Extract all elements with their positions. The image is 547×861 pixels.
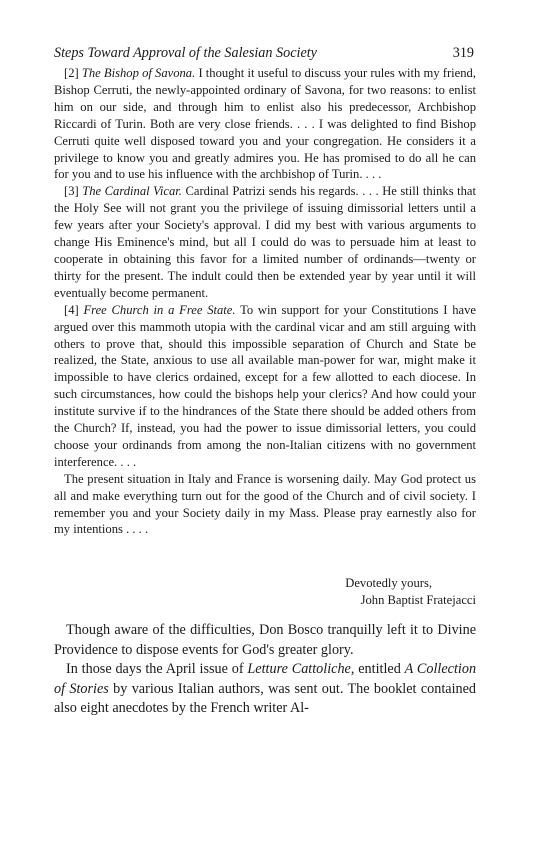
running-title: Steps Toward Approval of the Salesian Society: [54, 45, 317, 61]
paragraph-text: The present situation in Italy and France is worsening daily. May God protect us all and make everything turn out for the good of the Church and of civil society. I remember you and your Society daily in my Mass. Please pray earnestly also for my intentions . . . .: [54, 471, 476, 537]
narrative-text: [54, 621, 476, 719]
page-number: 319: [452, 45, 474, 61]
narrative-paragraph-2: In those days the April issue of Letture Cattoliche, entitled A Collection of Stories by various Italian authors, was sent out. The booklet contained also eight anecdotes by the French writer Al-: [54, 661, 477, 717]
letter-paragraph-3: [54, 183, 476, 301]
paragraph-text: Cardinal Patrizi sends his regards. . . . He still thinks that the Holy See will not grant you the privilege of issuing dimissorial letters until a few years after your Society's approval. I did my best with various arguments to change His Eminence's mind, but all I could do was to persuade him at least to cooperate in obtaining this favor for a limited number of ordinands—twenty or thirty for the present. The indult could then be extended year by year until it will eventually become permanent.: [54, 184, 477, 300]
quoted-letter: [54, 65, 476, 538]
paragraph-text: To win support for your Constitutions I have argued over this mammoth utopia with the cardinal vicar and am still arguing with others to prove that, should this impossible separation of Church and State be realized, the State, anxious to use all available man-power for war, might make it impossible to have clerics ordained, except for a few allotted to each diocese. In such circumstances, how could the bishops help your clerics? And how could your institute survive if to the hindrances of the State there should be added others from the Church? If, instead, you had the power to issue dimissorial letters, you could choose your ordinands from among the non-Italian citizens with no government interference. . . .: [54, 302, 476, 469]
paragraph-heading: The Bishop of Savona.: [81, 66, 196, 80]
signatory-name: John Baptist Fratejacci: [360, 592, 476, 607]
page-header: [54, 44, 474, 62]
letter-paragraph-4: [54, 302, 476, 471]
paragraph-number: [3]: [64, 184, 79, 199]
paragraph-number: [4]: [64, 302, 79, 317]
letter-signoff: [54, 575, 476, 609]
paragraph-number: [2]: [64, 66, 79, 80]
narrative-paragraph-1: Though aware of the difficulties, Don Bosco tranquilly left it to Divine Providence to dispose events for God's greater glory.: [54, 622, 476, 658]
paragraph-heading: The Cardinal Vicar.: [82, 184, 182, 199]
closing-line: Devotedly yours,: [345, 576, 432, 590]
letter-paragraph-5: [54, 471, 476, 539]
paragraph-heading: Free Church in a Free State.: [83, 302, 236, 317]
paragraph-text: I thought it useful to discuss your rules with my friend, Bishop Cerruti, the newly-appointed ordinary of Savona, for two reasons: to enlist him on our side, and through him to enlist also his predecessor, Archbishop Riccardi of Turin. Both are very close friends. . . . I was delighted to find Bishop Cerruti quite well disposed toward you and your congregation. He considers it a privilege to know you and greatly admires you. He has promised to do all he can for you and to use his influence with the archbishop of Turin. . . .: [54, 66, 476, 182]
letter-paragraph-2: [54, 65, 476, 183]
booklet-title: A Collection of Stories: [54, 661, 477, 697]
publication-title: Letture Cattoliche,: [247, 661, 355, 678]
